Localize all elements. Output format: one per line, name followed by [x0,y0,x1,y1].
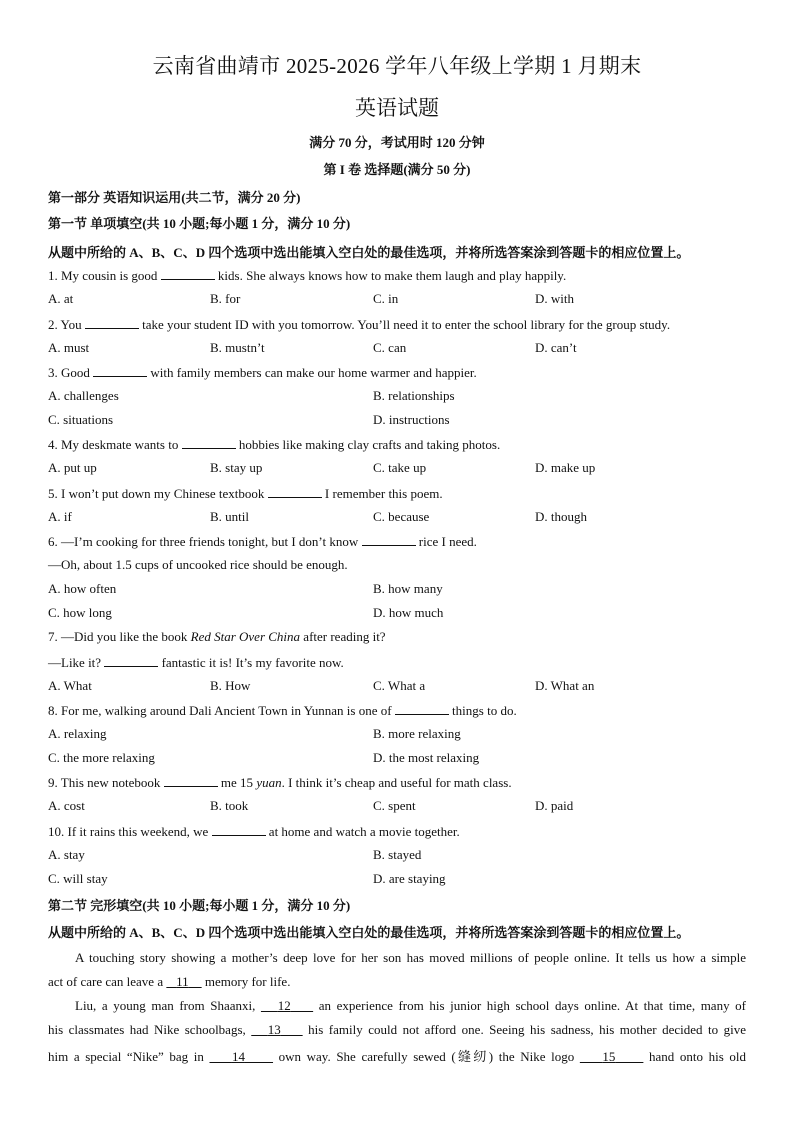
option-b: B. How [210,678,251,693]
answer-blank [161,267,215,280]
option-c: C. in [373,291,399,306]
section2-instruction: 从题中所给的 A、B、C、D 四个选项中选出能填入空白处的最佳选项，并将所选答案涂到答题卡的相应位置上。 [48,925,690,940]
answer-blank [212,823,266,836]
cloze-blank-12: 12 [277,998,291,1013]
option-c: C. What a [373,678,426,693]
option-a: A. challenges [48,388,119,403]
option-d: D. make up [535,460,596,475]
option-a: A. put up [48,460,97,475]
exam-subject: 英语试题 [355,96,439,120]
option-b: B. stayed [373,847,422,862]
section2-heading: 第二节 完形填空(共 10 小题;每小题 1 分，满分 10 分) [48,898,351,913]
answer-blank [93,364,147,377]
option-c: C. situations [48,412,114,427]
option-d: D. are staying [373,871,446,886]
answer-blank [85,316,139,329]
volume-heading: 第 I 卷 选择题(满分 50 分) [323,162,471,177]
section1-heading: 第一节 单项填空(共 10 小题;每小题 1 分，满分 10 分) [48,216,351,231]
passage-line: him a special “Nike” bag in 14 own way. She carefully sewed (缝纫) the Nike logo 15 hand onto his old [48,1049,747,1064]
option-d: D. how much [373,605,444,620]
question-9: 9. This new notebook me 15 yuan. I think it’s cheap and useful for math class. [48,775,512,790]
option-b: B. mustn’t [210,340,265,355]
passage-line: his classmates had Nike schoolbags, 13 his family could not afford one. Seeing his sadness, his mother decided to give [48,1022,746,1037]
option-d: D. paid [535,798,574,813]
option-c: C. spent [373,798,416,813]
option-a: A. stay [48,847,85,862]
answer-blank [182,436,236,449]
option-a: A. What [48,678,92,693]
question-7: 7. —Did you like the book Red Star Over China after reading it? [48,629,386,644]
answer-blank [362,533,416,546]
answer-blank [268,485,322,498]
option-b: B. relationships [373,388,455,403]
option-d: D. the most relaxing [373,750,480,765]
option-c: C. can [373,340,407,355]
option-c: C. will stay [48,871,108,886]
option-d: D. though [535,509,587,524]
option-b: B. more relaxing [373,726,461,741]
option-b: B. took [210,798,249,813]
answer-blank [104,654,158,667]
passage-line: act of care can leave a 11 memory for life. [48,974,291,989]
option-a: A. how often [48,581,117,596]
option-c: C. because [373,509,430,524]
question-4: 4. My deskmate wants to hobbies like making clay crafts and taking photos. [48,437,501,452]
book-title: Red Star Over China [190,629,301,644]
question-3: 3. Good with family members can make our home warmer and happier. [48,365,477,380]
option-b: B. how many [373,581,443,596]
option-d: D. can’t [535,340,577,355]
option-d: D. What an [535,678,595,693]
section1-instruction: 从题中所给的 A、B、C、D 四个选项中选出能填入空白处的最佳选项，并将所选答案涂到答题卡的相应位置上。 [48,245,690,260]
cloze-blank-14: 14 [231,1049,245,1064]
option-c: C. take up [373,460,427,475]
option-b: B. stay up [210,460,263,475]
question-6: 6. —I’m cooking for three friends tonight, but I don’t know rice I need. [48,534,477,549]
answer-blank [395,702,449,715]
option-a: A. at [48,291,74,306]
question-7-reply: —Like it? fantastic it is! It’s my favorite now. [48,655,344,670]
cloze-blank-11: 11 [176,974,189,989]
answer-blank [164,774,218,787]
option-a: A. must [48,340,90,355]
option-c: C. the more relaxing [48,750,155,765]
part1-heading: 第一部分 英语知识运用(共二节，满分 20 分) [48,190,301,205]
exam-meta: 满分 70 分，考试用时 120 分钟 [309,135,485,150]
option-d: D. instructions [373,412,450,427]
question-6-reply: —Oh, about 1.5 cups of uncooked rice should be enough. [48,557,348,572]
question-1: 1. My cousin is good kids. She always knows how to make them laugh and play happily. [48,268,567,283]
option-c: C. how long [48,605,112,620]
question-10: 10. If it rains this weekend, we at home and watch a movie together. [48,824,460,839]
option-b: B. until [210,509,250,524]
option-a: A. if [48,509,72,524]
passage-line: Liu, a young man from Shaanxi, 12 an experience from his junior high school days online. At that time, many of [75,998,747,1013]
cloze-blank-15: 15 [602,1049,616,1064]
passage-line: A touching story showing a mother’s deep love for her son has moved millions of people online. It tells us how a simple [75,950,746,965]
question-8: 8. For me, walking around Dali Ancient Town in Yunnan is one of things to do. [48,703,517,718]
option-d: D. with [535,291,574,306]
exam-title: 云南省曲靖市 2025-2026 学年八年级上学期 1 月期末 [152,54,642,78]
option-a: A. relaxing [48,726,107,741]
question-2: 2. You take your student ID with you tomorrow. You’ll need it to enter the school library for the group study. [48,317,671,332]
option-b: B. for [210,291,241,306]
question-5: 5. I won’t put down my Chinese textbook I remember this poem. [48,486,443,501]
option-a: A. cost [48,798,85,813]
cloze-blank-13: 13 [267,1022,281,1037]
